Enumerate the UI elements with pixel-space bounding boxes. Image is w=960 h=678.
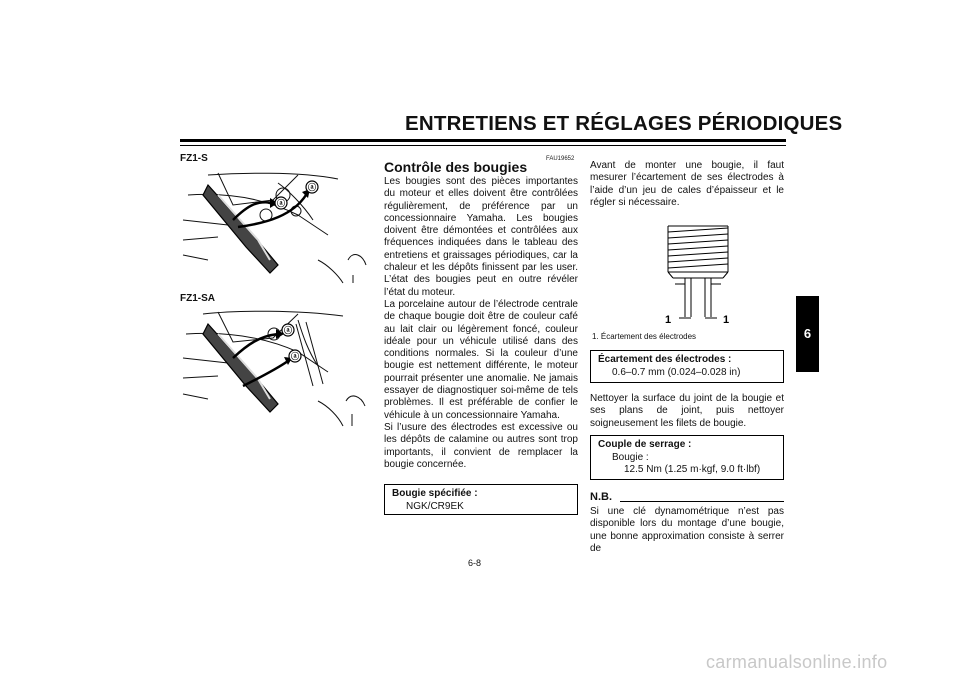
header-rule: [180, 139, 786, 142]
callout-a: ⓐ: [284, 326, 292, 335]
spec-box: [384, 484, 578, 515]
callout-a: ⓐ: [277, 199, 285, 208]
torque-spec-title: Couple de serrage :: [598, 439, 692, 450]
gap-spec-value: 0.6–0.7 mm (0.024–0.028 in): [612, 366, 741, 378]
paragraph: Les bougies sont des pièces importantes du moteur et elles doivent être contrôlées régulièrement, de préférence par un concessionnaire Yamaha. Les bougies doivent être démontées et contrôlées aux fréquences indiquées dans le tableau des entretiens et graissages périodiques, car la chaleur et les dépôts finissent par les user. L’état des bougies peut en outre révéler l’état du moteur.: [384, 176, 578, 298]
callout-a: ⓐ: [291, 352, 299, 361]
gap-label: 1: [723, 314, 730, 326]
torque-spec-value: 12.5 Nm (1.25 m·kgf, 9.0 ft·lbf): [624, 464, 761, 475]
spec-box-value: NGK/CR9EK: [406, 500, 464, 512]
section-heading: Contrôle des bougies: [384, 159, 528, 175]
callout-a: ⓐ: [308, 183, 316, 192]
spark-plug-gap-figure: [655, 222, 741, 328]
page-title: ENTRETIENS ET RÉGLAGES PÉRIODIQUES: [405, 112, 843, 135]
page-number: 6-8: [468, 558, 482, 568]
footer-watermark[interactable]: carmanualsonline.info: [706, 652, 888, 672]
spark-plug-location-figure-fz1sa: [178, 306, 370, 428]
spark-plug-location-figure-fz1s: [178, 165, 370, 285]
note-text: Si une clé dynamométrique n’est pas disponible lors du montage d’une bougie, une bonne approximation consiste à serrer de: [590, 506, 784, 554]
note-label: N.B.: [590, 491, 612, 503]
spec-box-title: Bougie spécifiée :: [392, 488, 478, 499]
fig1-label: FZ1-S: [180, 153, 208, 164]
paragraph: Si l’usure des électrodes est excessive ou les dépôts de calamine ou autres sont trop importants, il convient de remplacer la bougie concernée.: [384, 421, 578, 470]
reference-code: FAU19652: [546, 156, 575, 162]
chapter-tab: 6: [796, 296, 819, 372]
gap-spec-title: Écartement des électrodes :: [598, 354, 732, 365]
gap-label: 1: [665, 314, 672, 326]
paragraph: La porcelaine autour de l’électrode centrale de chaque bougie doit être de couleur café au lait clair ou légèrement foncé, couleur idéale pour un véhicule utilisé dans des conditions normales. Si la couleur d’une bougie est nettement différente, le moteur pourrait présenter une anomalie. Ne jamais essayer de diagnostiquer soi-même de tels problèmes. Il est préférable de confier le véhicule à un concessionnaire Yamaha.: [384, 298, 578, 421]
note-rule: [620, 501, 784, 502]
cleaning-paragraph: Nettoyer la surface du joint de la bougie et ses plans de joint, puis nettoyer soigneusement les filets de bougie.: [590, 393, 784, 429]
torque-spec-box: [590, 435, 784, 480]
intro-paragraph: Avant de monter une bougie, il faut mesurer l’écartement de ses électrodes à l’aide d’un jeu de cales d’épaisseur et le régler si nécessaire.: [590, 160, 784, 208]
gap-spec-box: [590, 350, 784, 383]
fig2-label: FZ1-SA: [180, 293, 215, 304]
torque-spec-item: Bougie :: [612, 451, 649, 463]
figure-caption: 1. Écartement des électrodes: [592, 332, 697, 341]
section-body: [384, 176, 578, 471]
header-rule-thin: [180, 145, 786, 146]
